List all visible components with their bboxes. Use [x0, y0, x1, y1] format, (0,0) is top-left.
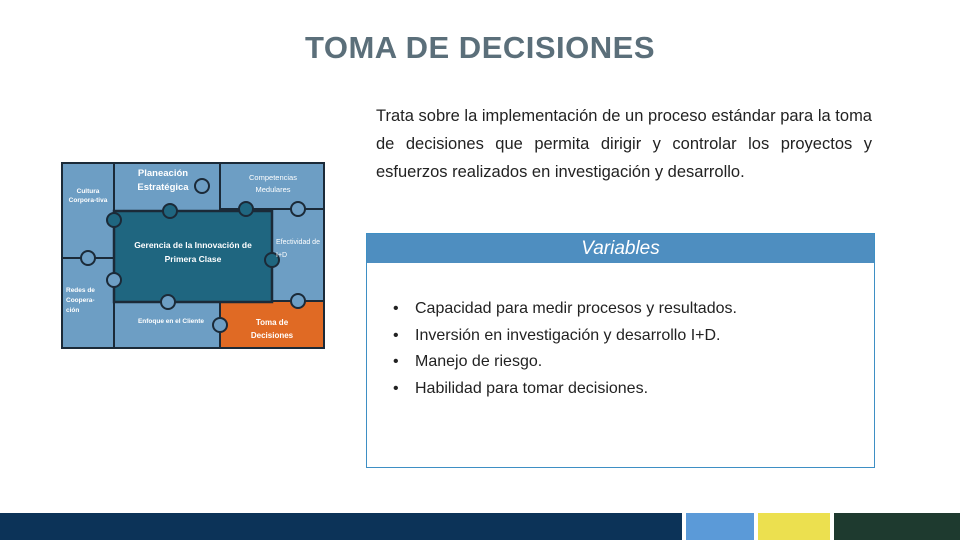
- label-competencias: Competencias Medulares: [249, 173, 297, 194]
- knob-top-center: [163, 204, 177, 218]
- knob-top-left: [195, 179, 209, 193]
- knob-left-bottom: [107, 273, 121, 287]
- footer-bar-yellow: [758, 513, 830, 540]
- list-item: • Habilidad para tomar decisiones.: [415, 376, 737, 403]
- slide-title: TOMA DE DECISIONES: [304, 30, 656, 65]
- label-toma: Toma de Decisiones: [250, 318, 294, 340]
- knob-right-top: [291, 202, 305, 216]
- footer-bar-navy: [0, 513, 682, 540]
- piece-cultura: [62, 163, 114, 258]
- label-enfoque: Enfoque en el Cliente: [137, 318, 205, 325]
- variables-header: Variables: [367, 234, 874, 263]
- puzzle-diagram: [60, 160, 328, 350]
- variables-list: [415, 296, 737, 402]
- label-redes: Redes de Coopera-ción: [66, 287, 95, 314]
- list-item: • Capacidad para medir procesos y resultados.: [415, 296, 737, 323]
- variables-box: [366, 233, 875, 468]
- knob-bottom-center: [161, 295, 175, 309]
- knob-left-mid: [107, 213, 121, 227]
- label-cultura: Cultura Corpora-tiva: [68, 188, 108, 204]
- label-planeacion: Planeación Estratégica: [137, 168, 189, 193]
- description-paragraph: Trata sobre la implementación de un proceso estándar para la toma de decisiones que permita dirigir y controlar los proyectos y esfuerzos realizados en investigación y desarrollo.: [376, 107, 872, 181]
- footer-bar-blue: [686, 513, 754, 540]
- label-efectividad: Efectividad de I+D: [276, 239, 320, 259]
- footer-bar-green: [834, 513, 960, 540]
- knob-top-right: [239, 202, 253, 216]
- list-item: • Manejo de riesgo.: [415, 349, 737, 376]
- list-item: • Inversión en investigación y desarrollo I+D.: [415, 323, 737, 350]
- knob-left-top: [81, 251, 95, 265]
- label-gerencia: Gerencia de la Innovación de Primera Clase: [134, 240, 252, 264]
- knob-right-bottom: [291, 294, 305, 308]
